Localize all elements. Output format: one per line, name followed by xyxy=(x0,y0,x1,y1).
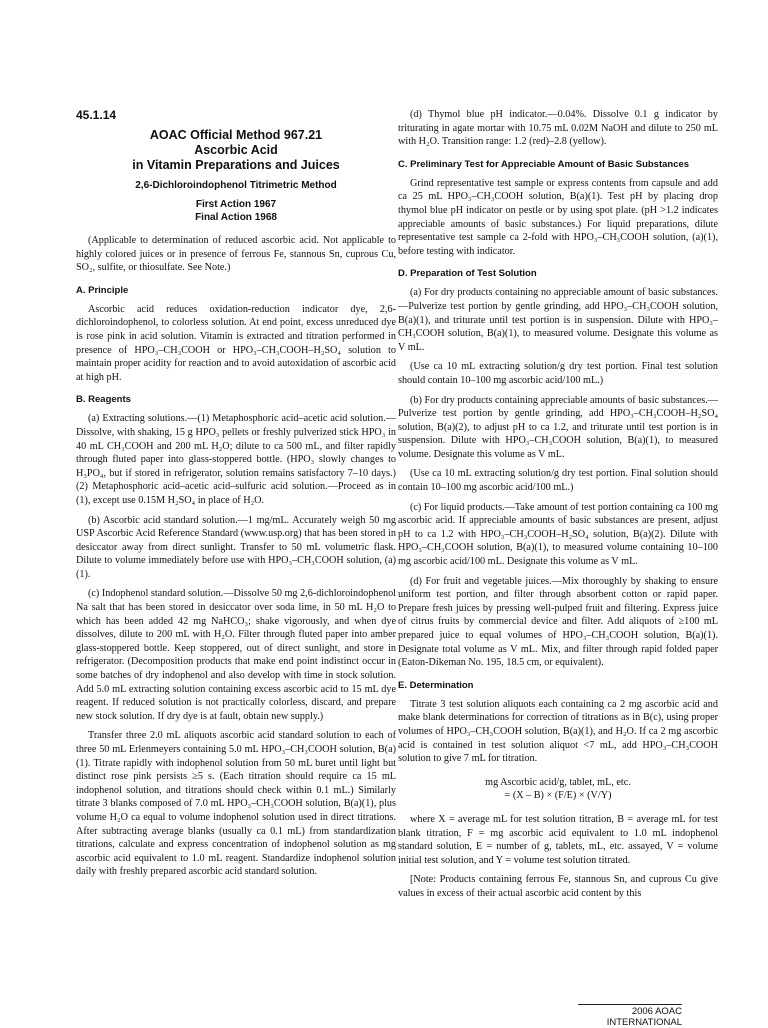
right-paragraph: (Use ca 10 mL extracting solution/g dry test portion. Final solution should contain 10–100 mg ascorbic acid/100 mL.) xyxy=(398,468,718,494)
section-number: 45.1.14 xyxy=(76,108,117,122)
left-paragraph: (b) Ascorbic acid standard solution.—1 mg/mL. Accurately weigh 50 mg USP Ascorbic Acid Reference Standard (www.usp.org) that has been stored in desiccator away from direct sunlight. Transfer to 50 mL volumetric flask. Dilute to volume immediately before use with HPO₃–CH₃COOH solution, (a)(1). xyxy=(76,514,396,580)
right-paragraph: [Note: Products containing ferrous Fe, stannous Sn, and cuprous Cu give values in excess of their actual ascorbic acid content by this xyxy=(398,874,718,899)
left-paragraph: (a) Extracting solutions.—(1) Metaphosphoric acid–acetic acid solution.—Dissolve, with shaking, 15 g HPO₃ pellets or freshly pulverized stick HPO₃ in 40 mL CH₃COOH and 200 mL H₂O; dilute to ca 500 mL, and filter rapidly through fluted paper into glass-stoppered bottle. (HPO₃ slowly changes to H₃PO₄, but if stored in refrigerator, solution remains satisfactory 7–10 days.) (2) Metaphosphoric acid–acetic acid–sulfuric acid solution.—Proceed as in (1), except use 0.15M H₂SO₄ in place of H₂O. xyxy=(76,413,396,506)
right-paragraph: Titrate 3 test solution aliquots each containing ca 2 mg ascorbic acid and make blank determinations for correction of titrations as in B(c), using proper volumes of HPO₃–CH₃COOH solution, B(a)(1), and H₂O. If ca 2 mg ascorbic acid is contained in test solution aliquot <7 mL, add HPO₃–CH₃COOH solution to give 7 mL for titration. xyxy=(398,698,718,765)
first-action: First Action 1967 xyxy=(195,199,277,210)
right-section-heading: E. Determination xyxy=(398,679,474,691)
left-paragraph: Transfer three 2.0 mL aliquots ascorbic acid standard solution to each of three 50 mL Erlenmeyers containing 5.0 mL HPO₃–CH₃COOH solution, B(a)(1). Titrate rapidly with indophenol solution from 50 mL buret until light but distinct rose pink persists ≥5 s. (Each titration should require ca 15 mL indophenol solution, and titrations should check within 0.1 mL.) Similarly titrate 3 blanks composed of 7.0 mL HPO₃–CH₃COOH solution, B(a)(1), plus volume H₂O ca equal to volume indophenol solution used in direct titrations. After subtracting average blanks (usually ca 0.1 mL) from standardization titrations, calculate and express concentration of indophenol solution as mg ascorbic acid equivalent to 1.0 mL reagent. Standardize indophenol solution daily with freshly prepared ascorbic acid standard solution. xyxy=(76,730,396,878)
page-footer: 2006 AOAC INTERNATIONAL xyxy=(578,1004,682,1028)
right-paragraph: (d) Thymol blue pH indicator.—0.04%. Dissolve 0.1 g indicator by triturating in agate mortar with 10.75 mL 0.02M NaOH and dilute to 250 mL with H₂O. Transition range: 1.2 (red)–2.8 (yellow). xyxy=(398,109,718,148)
left-paragraph: (c) Indophenol standard solution.—Dissolve 50 mg 2,6-dichloroindophenol Na salt that has been stored in desiccator over soda lime, in 50 mL H₂O to which has been added 42 mg NaHCO₃; shake vigorously, and when dye dissolves, dilute to 200 mL with H₂O. Filter through fluted paper into amber glass-stoppered bottle. Keep stoppered, out of direct sunlight, and store in refrigerator. (Decomposition products that make end point indistinct occur in some batches of dry indophenol and also develop with time in stock solution. Add 5.0 mL extracting solution containing excess ascorbic acid to 15 mL dye reagent. If reduced solution is not practically colorless, discard, and prepare new stock solution. If dry dye is at fault, obtain new supply.) xyxy=(76,588,396,722)
right-paragraph: where X = average mL for test solution titration, B = average mL for test blank titration, F = mg ascorbic acid equivalent to 1.0 mL indophenol standard solution, E = number of g, tablets, mL, etc. assayed, V = volume initial test solution, and Y = volume test solution titrated. xyxy=(398,813,718,866)
left-column xyxy=(76,108,396,879)
right-body xyxy=(398,108,718,901)
left-section-heading: A. Principle xyxy=(76,284,129,296)
right-paragraph: (a) For dry products containing no appreciable amount of basic substances.—Pulverize test portion by gentle grinding, add HPO₃–CH₃COOH solution, B(a)(1), and triturate until test portion is in suspension. Dilute with HPO₃–CH₃COOH solution, B(a)(1), to measured volume. Designate this volume as V mL. xyxy=(398,287,718,353)
left-paragraph: Ascorbic acid reduces oxidation-reduction indicator dye, 2,6-dichloroindophenol, to colorless solution. At end point, excess unreduced dye is rose pink in acid solution. Vitamin is extracted and titration performed in presence of HPO₃–CH₃COOH or HPO₃–CH₃COOH–H₂SO₄ solution to maintain proper acidity for reaction and to avoid autoxidation of ascorbic acid at high pH. xyxy=(76,303,396,383)
method-title-line-1: AOAC Official Method 967.21 xyxy=(149,128,323,142)
calculation-formula: mg Ascorbic acid/g, tablet, mL, etc. = (X – B) × (F/E) × (V/Y) xyxy=(485,776,631,802)
left-paragraph: (Applicable to determination of reduced ascorbic acid. Not applicable to highly colored juices or in presence of ferrous Fe, stannous Sn, cuprous Cu, SO₂, sulfite, or thiosulfate. See Note.) xyxy=(76,235,396,274)
right-paragraph: Grind representative test sample or express contents from capsule and add ca 25 mL HPO₃–CH₃COOH solution, B(a)(1). Test pH by placing drop thymol blue pH indicator on pestle or by using spot plate. (pH >1.2 indicates appreciable amounts of basic substances.) For liquid preparations, dilute representative test sample ca 2-fold with HPO₃–CH₃COOH solution, (a)(1), before testing with indicator. xyxy=(398,177,718,257)
final-action: Final Action 1968 xyxy=(195,212,277,223)
right-column xyxy=(398,108,718,901)
left-section-heading: B. Reagents xyxy=(76,394,131,406)
method-name: 2,6-Dichloroindophenol Titrimetric Method xyxy=(135,180,337,191)
method-title-line-2: Ascorbic Acid xyxy=(194,143,278,157)
right-paragraph: (Use ca 10 mL extracting solution/g dry test portion. Final test solution should contain 10–100 mg ascorbic acid/100 mL.) xyxy=(398,361,718,386)
method-title-line-3: in Vitamin Preparations and Juices xyxy=(132,158,340,172)
right-paragraph: (c) For liquid products.—Take amount of test portion containing ca 100 mg ascorbic acid. If appreciable amounts of basic substances are present, adjust pH to ca 1.2 with HPO₃–CH₃COOH–H₂SO₄ solution, B(a)(2). Dilute with HPO₃–CH₃COOH solution, B(a)(1), to measured volume containing 10–100 mg ascorbic acid/100 mL. Designate this volume as V mL. xyxy=(398,501,718,568)
right-section-heading: D. Preparation of Test Solution xyxy=(398,268,537,280)
left-body xyxy=(76,234,396,879)
right-paragraph: (d) For fruit and vegetable juices.—Mix thoroughly by shaking to ensure uniform test portion, and filter through absorbent cotton or rapid paper. Prepare fresh juices by pressing well-pulped fruit and filtering. Express juice of citrus fruits by commercial device and filter. Add aliquots of ≥100 mL prepared juice to equal volumes of HPO₃–CH₃COOH solution, B(a)(1). Designate total volume as V mL. Mix, and filter through rapid folded paper (Eaton-Dikeman No. 195, 18.5 cm, or equivalent). xyxy=(398,575,718,669)
right-section-heading: C. Preliminary Test for Appreciable Amount of Basic Substances xyxy=(398,158,690,170)
right-paragraph: (b) For dry products containing appreciable amounts of basic substances.—Pulverize test portion by gentle grinding, add HPO₃–CH₃COOH–H₂SO₄ solution, B(a)(2), to adjust pH to ca 1.2, and triturate until test portion is in suspension. Dilute with HPO₃–CH₃COOH solution, B(a)(1), to measured volume. Designate this volume as V mL. xyxy=(398,394,718,460)
